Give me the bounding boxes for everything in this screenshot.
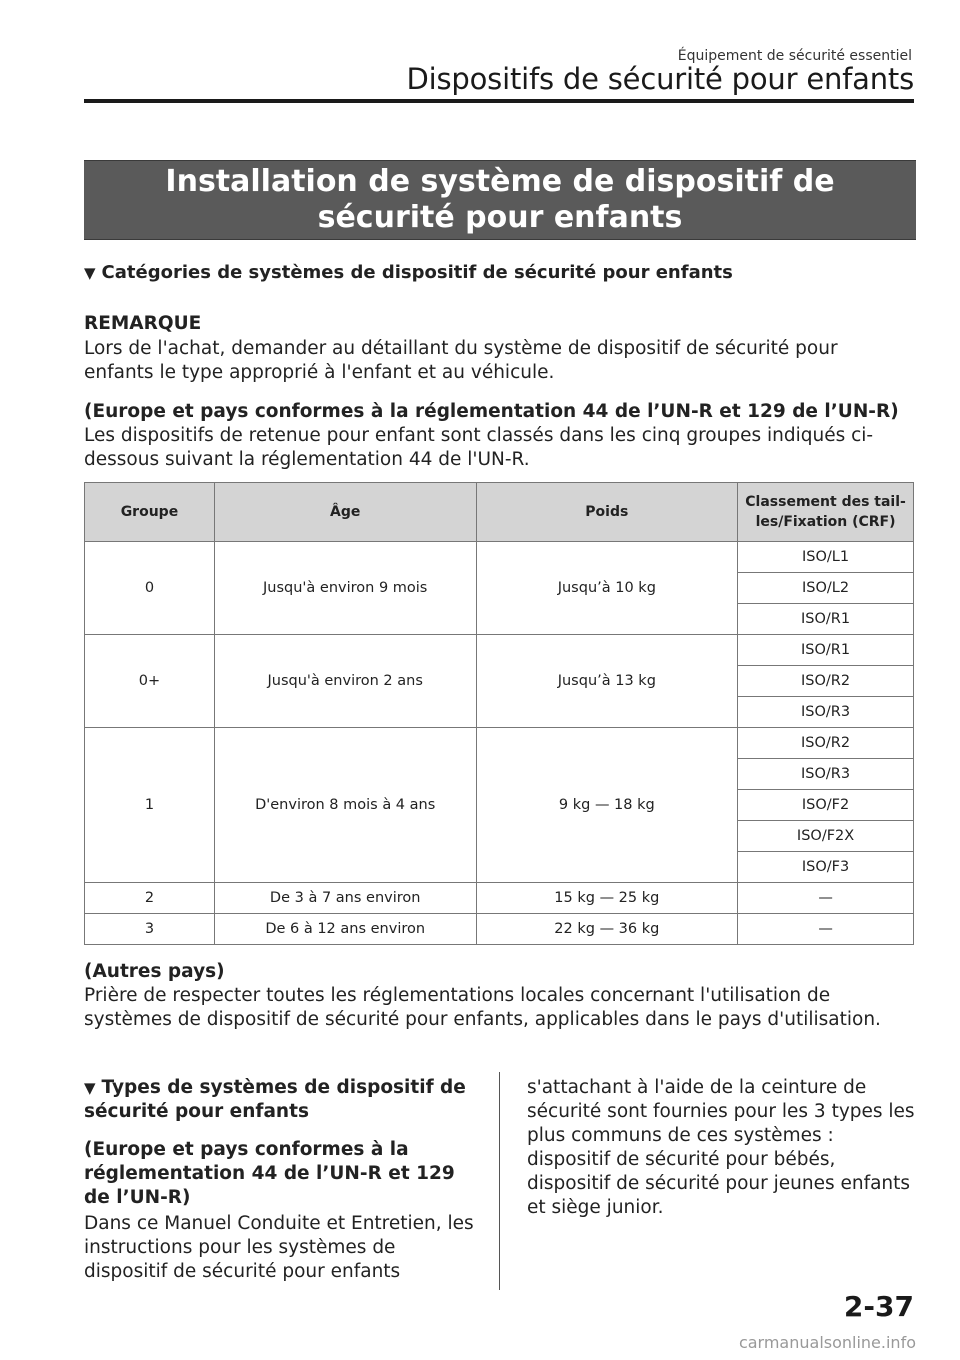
class-cell: ISO/R2 bbox=[738, 728, 914, 759]
table-header-cell: Classement des tail-les/Fixation (CRF) bbox=[738, 483, 914, 542]
other-countries-text: Prière de respecter toutes les réglementations locales concernant l'utilisation de systèmes de dispositif de sécurité pour enfants, applicables dans le pays d'utilisation. bbox=[84, 985, 881, 1030]
weight-cell: Jusqu’à 13 kg bbox=[476, 635, 738, 728]
class-cell: ISO/R2 bbox=[738, 666, 914, 697]
age-cell: D'environ 8 mois à 4 ans bbox=[214, 728, 476, 883]
header-section-label: Équipement de sécurité essentiel bbox=[677, 48, 912, 64]
group-cell: 0 bbox=[85, 542, 215, 635]
weight-cell: 9 kg — 18 kg bbox=[476, 728, 738, 883]
weight-cell: 22 kg — 36 kg bbox=[476, 914, 738, 945]
age-cell: De 6 à 12 ans environ bbox=[214, 914, 476, 945]
section-heading-categories bbox=[84, 262, 733, 283]
europe-label-2: (Europe et pays conformes à la réglementation 44 de l’UN-R et 129 de l’UN-R) bbox=[84, 1139, 455, 1208]
class-cell: ISO/L2 bbox=[738, 573, 914, 604]
age-cell: Jusqu'à environ 2 ans bbox=[214, 635, 476, 728]
table-row bbox=[85, 883, 914, 914]
class-cell: ISO/F3 bbox=[738, 852, 914, 883]
class-cell: ISO/R3 bbox=[738, 697, 914, 728]
europe-text: Les dispositifs de retenue pour enfant sont classés dans les cinq groupes indiqués ci-dessous suivant la réglementation 44 de l'UN-R. bbox=[84, 425, 874, 470]
group-cell: 1 bbox=[85, 728, 215, 883]
section-heading-types bbox=[84, 1076, 484, 1124]
triangle-down-icon: ▼ bbox=[84, 264, 96, 282]
group-cell: 2 bbox=[85, 883, 215, 914]
remark-text: Lors de l'achat, demander au détaillant du système de dispositif de sécurité pour enfants le type approprié à l'enfant et au véhicule. bbox=[84, 338, 838, 383]
section-heading-types-text: Types de systèmes de dispositif de sécurité pour enfants bbox=[84, 1077, 466, 1122]
section-heading-categories-text: Catégories de systèmes de dispositif de sécurité pour enfants bbox=[101, 262, 733, 283]
table-row bbox=[85, 914, 914, 945]
remark-label: REMARQUE bbox=[84, 313, 202, 334]
table-header-cell: Âge bbox=[214, 483, 476, 542]
class-cell: — bbox=[738, 883, 914, 914]
age-cell: Jusqu'à environ 9 mois bbox=[214, 542, 476, 635]
other-countries-label: (Autres pays) bbox=[84, 961, 225, 982]
banner-title: Installation de système de dispositif de sécurité pour enfants bbox=[165, 164, 835, 235]
class-cell: ISO/F2X bbox=[738, 821, 914, 852]
age-cell: De 3 à 7 ans environ bbox=[214, 883, 476, 914]
class-cell: ISO/R3 bbox=[738, 759, 914, 790]
header-rule bbox=[84, 99, 914, 103]
table-header-cell: Poids bbox=[476, 483, 738, 542]
section-banner bbox=[84, 160, 916, 240]
table-row bbox=[85, 635, 914, 666]
weight-cell: 15 kg — 25 kg bbox=[476, 883, 738, 914]
page-number: 2-37 bbox=[843, 1290, 914, 1323]
table-row bbox=[85, 728, 914, 759]
group-cell: 0+ bbox=[85, 635, 215, 728]
types-right-text: s'attachant à l'aide de la ceinture de sécurité sont fournies pour les 3 types les plus communs de ces systèmes : dispositif de sécurité pour bébés, dispositif de sécurité pour jeunes enfants et siège junior. bbox=[527, 1077, 915, 1218]
weight-cell: Jusqu’à 10 kg bbox=[476, 542, 738, 635]
column-divider bbox=[499, 1072, 500, 1290]
types-left-text: Dans ce Manuel Conduite et Entretien, les instructions pour les systèmes de dispositif de sécurité pour enfants bbox=[84, 1213, 474, 1282]
group-classification-table bbox=[84, 482, 914, 945]
header-title: Dispositifs de sécurité pour enfants bbox=[406, 62, 914, 96]
table-header-row bbox=[85, 483, 914, 542]
triangle-down-icon: ▼ bbox=[84, 1079, 96, 1097]
class-cell: ISO/L1 bbox=[738, 542, 914, 573]
class-cell: ISO/R1 bbox=[738, 604, 914, 635]
table-row bbox=[85, 542, 914, 573]
class-cell: ISO/R1 bbox=[738, 635, 914, 666]
watermark: carmanualsonline.info bbox=[738, 1333, 916, 1352]
europe-label: (Europe et pays conformes à la réglementation 44 de l’UN-R et 129 de l’UN-R) bbox=[84, 401, 899, 422]
table-header-cell: Groupe bbox=[85, 483, 215, 542]
class-cell: — bbox=[738, 914, 914, 945]
class-cell: ISO/F2 bbox=[738, 790, 914, 821]
group-cell: 3 bbox=[85, 914, 215, 945]
